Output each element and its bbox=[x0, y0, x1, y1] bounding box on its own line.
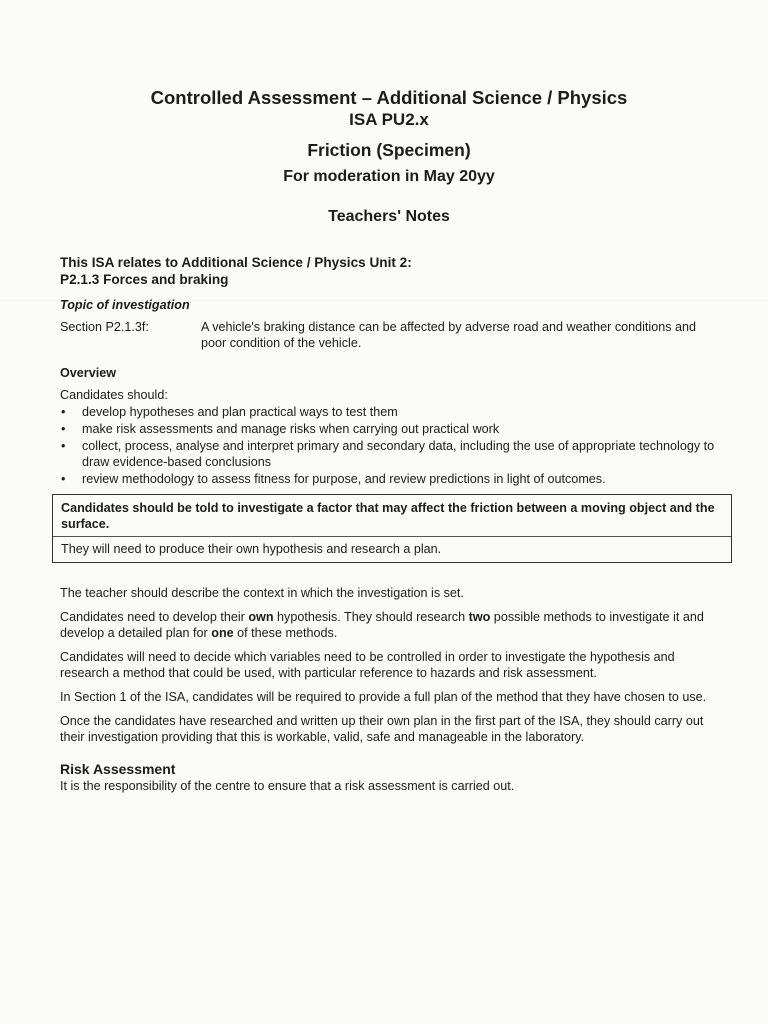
teachers-notes-heading: Teachers' Notes bbox=[328, 208, 450, 225]
bullet-icon: • bbox=[61, 439, 66, 453]
document-title: Controlled Assessment – Additional Science / Physics bbox=[150, 87, 628, 108]
moderation-date: For moderation in May 20yy bbox=[283, 168, 495, 185]
unit-relation-line1: This ISA relates to Additional Science / Physics Unit 2: bbox=[60, 255, 412, 270]
instruction-box-divider bbox=[53, 536, 731, 537]
text-run: Candidates need to develop their bbox=[60, 610, 249, 624]
bullet-text: develop hypotheses and plan practical ways to test them bbox=[82, 405, 398, 419]
bullet-icon: • bbox=[61, 472, 66, 486]
emphasis-own: own bbox=[248, 610, 274, 624]
bullet-text: collect, process, analyse and interpret primary and secondary data, including the use of appropriate technology to draw evidence-based conclusions bbox=[82, 439, 715, 469]
unit-relation-line2: P2.1.3 Forces and braking bbox=[60, 272, 229, 287]
overview-bullet-list bbox=[60, 404, 720, 487]
risk-heading: Risk Assessment bbox=[60, 761, 176, 777]
text-run: of these methods. bbox=[233, 626, 338, 640]
overview-heading: Overview bbox=[60, 366, 117, 380]
bullet-icon: • bbox=[61, 405, 66, 419]
paragraph-section1: In Section 1 of the ISA, candidates will be required to provide a full plan of the method that they have chosen to use. bbox=[60, 690, 707, 704]
text-run: hypothesis. They should research bbox=[273, 610, 469, 624]
bullet-text: make risk assessments and manage risks when carrying out practical work bbox=[82, 422, 500, 436]
list-item bbox=[60, 404, 720, 420]
paragraph-context: The teacher should describe the context in which the investigation is set. bbox=[60, 586, 464, 600]
document-header bbox=[0, 86, 768, 227]
document-body bbox=[60, 254, 720, 794]
bullet-icon: • bbox=[61, 422, 66, 436]
paragraph-hypothesis bbox=[60, 609, 720, 641]
section-label: Section P2.1.3f: bbox=[60, 320, 149, 334]
topic-section-row bbox=[60, 319, 720, 351]
teacher-paragraphs bbox=[60, 585, 720, 745]
instruction-box-strong: Candidates should be told to investigate a factor that may affect the friction between a moving object and the surface. bbox=[61, 501, 715, 531]
bullet-text: review methodology to assess fitness for purpose, and review predictions in light of outcomes. bbox=[82, 472, 606, 486]
list-item bbox=[60, 421, 720, 437]
emphasis-two: two bbox=[468, 610, 491, 624]
list-item bbox=[60, 471, 720, 487]
paragraph-variables: Candidates will need to decide which variables need to be controlled in order to investigate the hypothesis and research a method that could be used, with particular reference to hazards and risk assessment. bbox=[60, 650, 675, 680]
isa-code: ISA PU2.x bbox=[349, 110, 429, 129]
emphasis-one: one bbox=[211, 626, 234, 640]
paragraph-investigation: Once the candidates have researched and written up their own plan in the first part of the ISA, they should carry out their investigation providing that this is workable, valid, safe and manageable in the laboratory. bbox=[60, 714, 704, 744]
risk-text: It is the responsibility of the centre to ensure that a risk assessment is carried out. bbox=[60, 779, 515, 793]
instruction-box bbox=[52, 494, 732, 563]
instruction-box-normal: They will need to produce their own hypothesis and research a plan. bbox=[61, 542, 442, 556]
text-run: possible methods to investigate it and develop a detailed plan for bbox=[60, 610, 704, 640]
topic-heading: Topic of investigation bbox=[60, 298, 190, 312]
section-text: A vehicle's braking distance can be affected by adverse road and weather conditions and poor condition of the vehicle. bbox=[201, 320, 697, 350]
isa-name: Friction (Specimen) bbox=[307, 140, 471, 160]
overview-intro: Candidates should: bbox=[60, 388, 168, 402]
list-item bbox=[60, 438, 720, 470]
